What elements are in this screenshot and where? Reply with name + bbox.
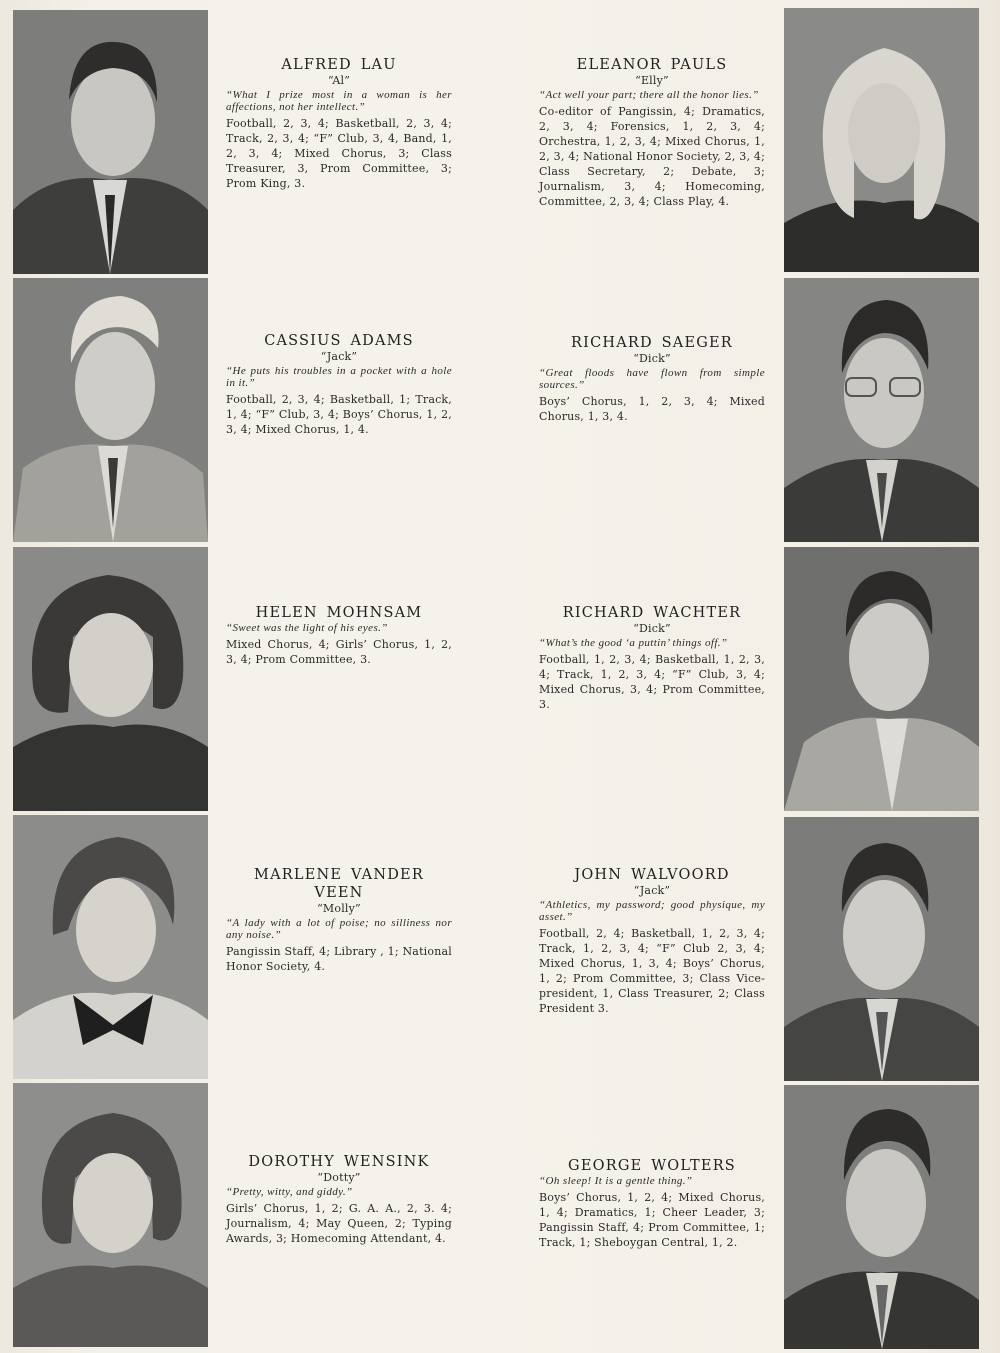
portrait-helen-mohnsam (13, 547, 208, 811)
student-quote: “Athletics, my password; good physique, my asset.” (539, 899, 765, 923)
bio-helen-mohnsam (226, 604, 452, 667)
portrait-george-wolters (784, 1085, 979, 1349)
student-quote: “Great floods have flown from simple sources.” (539, 367, 765, 391)
bio-eleanor-pauls (539, 56, 765, 209)
portrait-richard-saeger (784, 278, 979, 542)
portrait-dorothy-wensink (13, 1083, 208, 1347)
student-nickname: “Dick” (633, 352, 671, 365)
student-name: ELEANOR PAULS (576, 57, 728, 73)
student-name: RICHARD WACHTER (562, 605, 742, 621)
student-activities: Boys’ Chorus, 1, 2, 3, 4; Mixed Chorus, 1, 3, 4. (539, 395, 765, 423)
bio-john-walvoord (539, 866, 765, 1016)
portrait-cassius-adams (13, 278, 208, 542)
portrait-alfred-lau (13, 10, 208, 274)
portrait-richard-wachter (784, 547, 979, 811)
student-activities: Football, 1, 2, 3, 4; Basketball, 1, 2, 3, 4; Track, 1, 2, 3, 4; “F” Club, 3, 4; Mixed Chorus, 3, 4; Prom Committee, 3. (539, 653, 765, 711)
student-nickname: “Dotty” (317, 1171, 361, 1184)
student-name: JOHN WALVOORD (574, 867, 730, 883)
portrait-marlene-vander-veen (13, 815, 208, 1079)
student-nickname: “Jack” (633, 884, 671, 897)
student-name: ALFRED LAU (281, 57, 397, 73)
bio-cassius-adams (226, 332, 452, 437)
bio-dorothy-wensink (226, 1153, 452, 1246)
student-quote: “Oh sleep! It is a gentle thing.” (539, 1175, 693, 1187)
bio-marlene-vander-veen (226, 866, 452, 974)
student-nickname: “Al” (327, 74, 351, 87)
student-activities: Football, 2, 3, 4; Basketball, 1; Track, 1, 4; “F” Club, 3, 4; Boys’ Chorus, 1, 2, 3, 4; Mixed Chorus, 1, 4. (226, 393, 452, 436)
student-nickname: “Elly” (635, 74, 669, 87)
student-name: GEORGE WOLTERS (568, 1158, 736, 1174)
student-name: MARLENE VANDER VEEN (254, 867, 424, 901)
student-activities: Boys’ Chorus, 1, 2, 4; Mixed Chorus, 1, 4; Dramatics, 1; Cheer Leader, 3; Pangissin Staff, 4; Prom Committee, 1; Track, 1; Sheboygan Central, 1, 2. (539, 1191, 765, 1249)
student-activities: Mixed Chorus, 4; Girls’ Chorus, 1, 2, 3, 4; Prom Committee, 3. (226, 638, 452, 666)
student-quote: “Sweet was the light of his eyes.” (226, 622, 388, 634)
bio-richard-saeger (539, 334, 765, 424)
portrait-eleanor-pauls (784, 8, 979, 272)
bio-richard-wachter (539, 604, 765, 712)
student-activities: Co-editor of Pangissin, 4; Dramatics, 2, 3, 4; Forensics, 1, 2, 3, 4; Orchestra, 1, 2, 3, 4; Mixed Chorus, 1, 2, 3, 4; National Honor Society, 2, 3, 4; Class Secretary, 2; Debate, 3; Journalism, 3, 4; Homecoming, Committee, 2, 3, 4; Class Play, 4. (539, 105, 765, 208)
student-quote: “What’s the good ‘a puttin’ things off.” (539, 637, 728, 649)
student-activities: Girls’ Chorus, 1, 2; G. A. A., 2, 3. 4; Journalism, 4; May Queen, 2; Typing Awards, 3; Homecoming Attendant, 4. (226, 1202, 452, 1245)
student-quote: “A lady with a lot of poise; no silliness nor any noise.” (226, 917, 452, 941)
bio-george-wolters (539, 1157, 765, 1250)
student-nickname: “Jack” (320, 350, 358, 363)
bio-alfred-lau (226, 56, 452, 191)
student-name: HELEN MOHNSAM (255, 605, 423, 621)
student-quote: “Act well your part; there all the honor lies.” (539, 89, 759, 101)
student-name: CASSIUS ADAMS (264, 333, 414, 349)
student-nickname: “Molly” (317, 902, 361, 915)
portrait-john-walvoord (784, 817, 979, 1081)
student-activities: Football, 2, 3, 4; Basketball, 2, 3, 4; Track, 2, 3, 4; “F” Club, 3, 4, Band, 1, 2, 3, 4; Mixed Chorus, 3; Class Treasurer, 3, Prom Committee, 3; Prom King, 3. (226, 117, 452, 190)
student-name: RICHARD SAEGER (571, 335, 733, 351)
student-activities: Pangissin Staff, 4; Library , 1; National Honor Society, 4. (226, 945, 452, 973)
student-activities: Football, 2, 4; Basketball, 1, 2, 3, 4; Track, 1, 2, 3, 4; “F” Club 2, 3, 4; Mixed Chorus, 1, 3, 4; Boys’ Chorus, 1, 2; Prom Committee, 3; Class Vice-president, 1, Class Treasurer, 2; Class President 3. (539, 927, 765, 1015)
student-nickname: “Dick” (633, 622, 671, 635)
student-quote: “He puts his troubles in a pocket with a hole in it.” (226, 365, 452, 389)
student-quote: “What I prize most in a woman is her affections, not her intellect.” (226, 89, 452, 113)
student-name: DOROTHY WENSINK (248, 1154, 430, 1170)
student-quote: “Pretty, witty, and giddy.” (226, 1186, 353, 1198)
